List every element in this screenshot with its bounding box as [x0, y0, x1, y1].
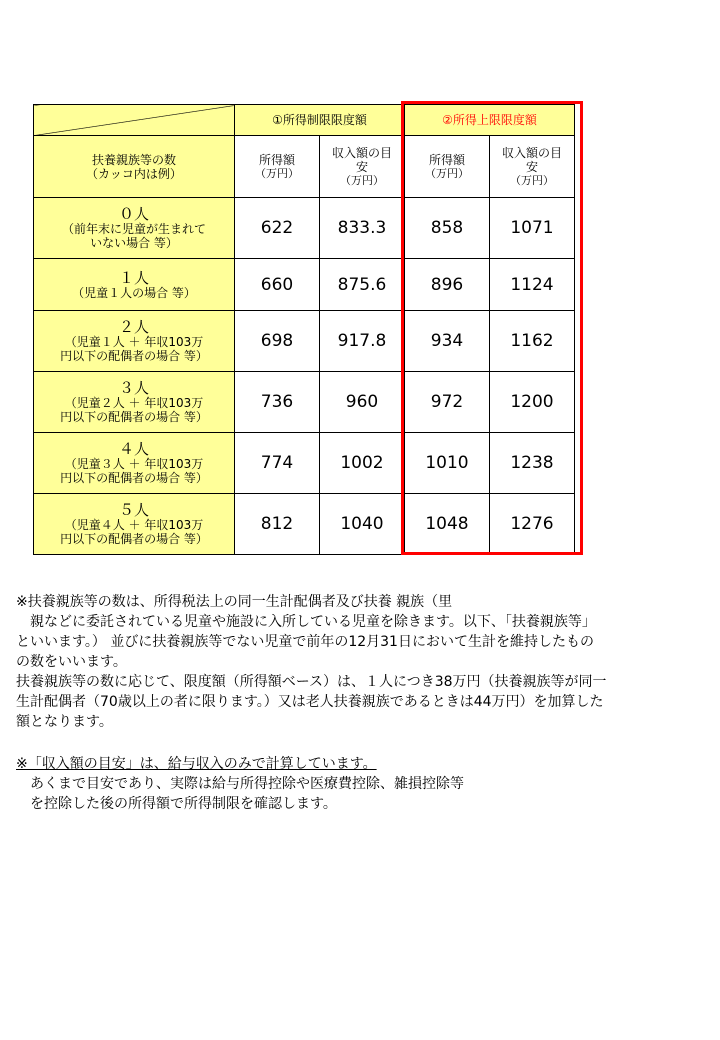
cell-income-upper: 858 — [405, 198, 490, 259]
cell-revenue-limit: 833.3 — [320, 198, 405, 259]
income-limit-table — [33, 104, 575, 555]
note-line: 親などに委託されている児童や施設に入所している児童を除きます。以下、「扶養親族等」 — [16, 614, 596, 630]
cell-revenue-limit: 875.6 — [320, 259, 405, 311]
cell-income-limit: 812 — [235, 494, 320, 555]
cell-revenue-upper: 1071 — [490, 198, 575, 259]
row-label: ５人 （児童４人 ＋ 年収103万 円以下の配偶者の場合 等） — [34, 494, 235, 555]
table-row — [34, 311, 575, 372]
header-dependents-title: 扶養親族等の数 — [91, 152, 176, 167]
header-dependents-label — [34, 136, 235, 198]
cell-revenue-upper: 1276 — [490, 494, 575, 555]
cell-revenue-upper: 1200 — [490, 372, 575, 433]
cell-income-upper: 1010 — [405, 433, 490, 494]
cell-income-limit: 660 — [235, 259, 320, 311]
note-line: の数をいいます。 — [16, 654, 127, 670]
row-label: １人 （児童１人の場合 等） — [34, 259, 235, 311]
table-row — [34, 198, 575, 259]
col-revenue-estimate-1: 収入額の目 安 （万円） — [320, 136, 405, 198]
cell-revenue-limit: 1040 — [320, 494, 405, 555]
col-income-amount-2: 所得額 （万円） — [405, 136, 490, 198]
row-label: ２人 （児童１人 ＋ 年収103万 円以下の配偶者の場合 等） — [34, 311, 235, 372]
cell-revenue-limit: 1002 — [320, 433, 405, 494]
cell-income-upper: 934 — [405, 311, 490, 372]
row-label: ３人 （児童２人 ＋ 年収103万 円以下の配偶者の場合 等） — [34, 372, 235, 433]
cell-income-limit: 736 — [235, 372, 320, 433]
cell-income-upper: 1048 — [405, 494, 490, 555]
note-heading: ※「収入額の目安」は、給与収入のみで計算しています。 — [16, 756, 377, 772]
cell-revenue-upper: 1162 — [490, 311, 575, 372]
note-line: あくまで目安であり、実際は給与所得控除や医療費控除、雑損控除等 — [16, 776, 464, 792]
table-row — [34, 259, 575, 311]
cell-revenue-limit: 960 — [320, 372, 405, 433]
header-income-limit: ①所得制限限度額 — [235, 105, 405, 136]
cell-revenue-upper: 1238 — [490, 433, 575, 494]
dependents-footnote — [16, 592, 700, 732]
header-dependents-hint: （カッコ内は例） — [86, 166, 182, 181]
cell-income-upper: 972 — [405, 372, 490, 433]
header-income-upper-limit: ②所得上限限度額 — [405, 105, 575, 136]
note-line: 扶養親族等の数に応じて、限度額（所得額ベース）は、１人につき38万円（扶養親族等が同一 — [16, 674, 607, 690]
cell-income-upper: 896 — [405, 259, 490, 311]
cell-revenue-upper: 1124 — [490, 259, 575, 311]
table-row — [34, 433, 575, 494]
note-line: ※扶養親族等の数は、所得税法上の同一生計配偶者及び扶養 親族（里 — [16, 594, 453, 610]
note-line: を控除した後の所得額で所得制限を確認します。 — [16, 796, 337, 812]
cell-income-limit: 622 — [235, 198, 320, 259]
cell-income-limit: 774 — [235, 433, 320, 494]
note-line: といいます。） 並びに扶養親族等でない児童で前年の12月31日において生計を維持したもの — [16, 634, 594, 650]
revenue-estimate-footnote — [16, 754, 700, 814]
col-revenue-estimate-2: 収入額の目 安 （万円） — [490, 136, 575, 198]
note-line: 額となります。 — [16, 714, 113, 730]
note-line: 生計配偶者（70歳以上の者に限ります。）又は老人扶養親族であるときは44万円）を加算した — [16, 694, 604, 710]
row-label: ０人 （前年末に児童が生まれて いない場合 等） — [34, 198, 235, 259]
cell-income-limit: 698 — [235, 311, 320, 372]
row-label: ４人 （児童３人 ＋ 年収103万 円以下の配偶者の場合 等） — [34, 433, 235, 494]
diagonal-corner-cell — [34, 105, 235, 136]
table-row — [34, 494, 575, 555]
table-row — [34, 372, 575, 433]
cell-revenue-limit: 917.8 — [320, 311, 405, 372]
col-income-amount-1: 所得額 （万円） — [235, 136, 320, 198]
